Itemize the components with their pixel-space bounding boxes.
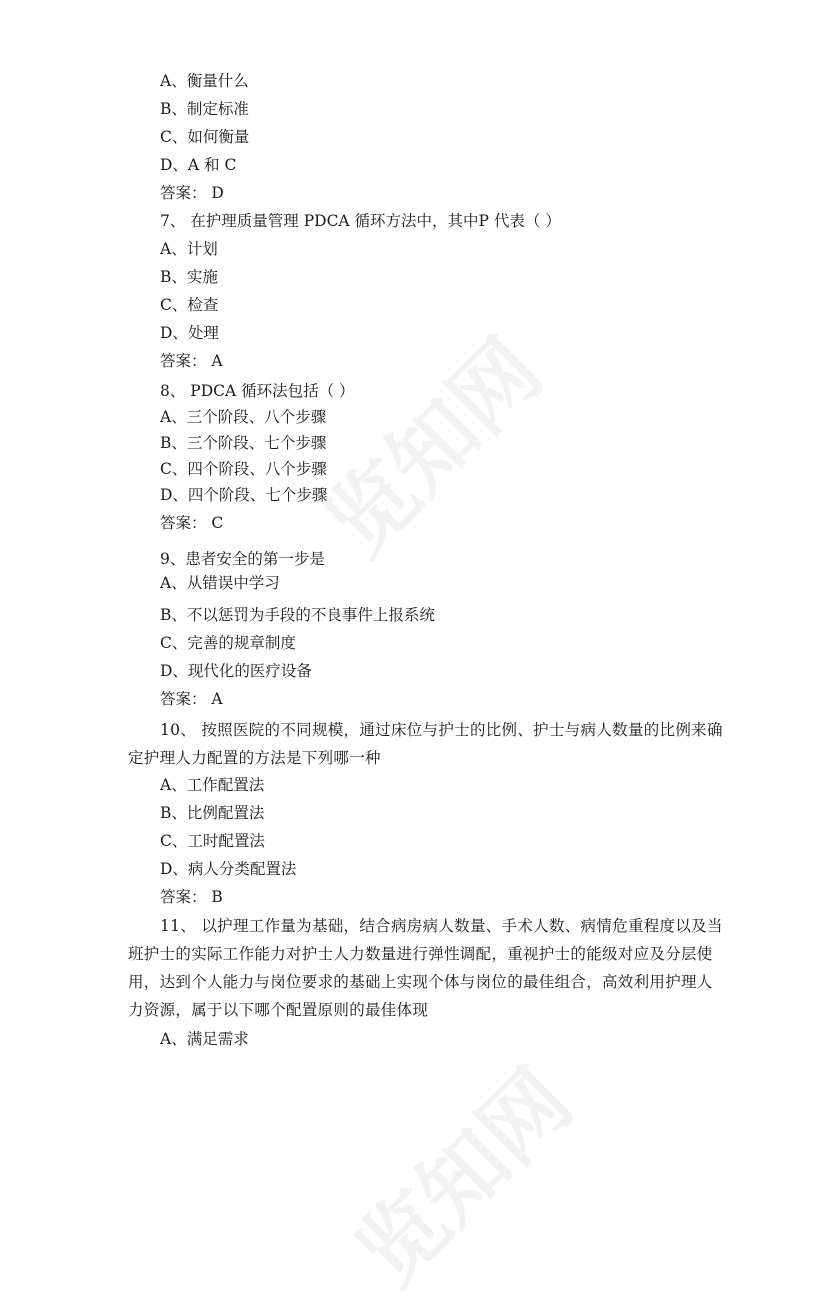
option-line: D、病人分类配置法: [160, 860, 297, 878]
watermark: 览知网: [308, 321, 562, 575]
answer-line: 答案： B: [160, 888, 223, 906]
option-line: A、满足需求: [160, 1030, 249, 1048]
answer-line: 答案： C: [160, 514, 224, 532]
answer-line: 答案： D: [160, 184, 224, 202]
option-line: A、从错误中学习: [160, 574, 280, 592]
option-line: D、四个阶段、七个步骤: [160, 486, 328, 504]
option-line: B、制定标准: [160, 100, 249, 118]
option-line: D、A 和 C: [160, 156, 237, 174]
option-line: D、现代化的医疗设备: [160, 662, 312, 680]
option-line: B、实施: [160, 268, 218, 286]
question-9: 9、患者安全的第一步是: [160, 550, 325, 568]
question-10: 10、 按照医院的不同规模，通过床位与护士的比例、护士与病人数量的比例来确定护理人力配置的方法是下列哪一种: [128, 721, 723, 767]
option-line: B、比例配置法: [160, 804, 265, 822]
answer-line: 答案： A: [160, 352, 223, 370]
option-line: B、不以惩罚为手段的不良事件上报系统: [160, 606, 435, 624]
option-line: B、三个阶段、七个步骤: [160, 434, 327, 452]
option-line: A、计划: [160, 240, 218, 258]
option-line: A、三个阶段、八个步骤: [160, 408, 327, 426]
question-11: 11、 以护理工作量为基础，结合病房病人数量、手术人数、病情危重程度以及当班护士的实际工作能力对护士人力数量进行弹性调配，重视护士的能级对应及分层使用，达到个人能力与岗位要求的基础上实现个体与岗位的最佳组合，高效利用护理人力资源，属于以下哪个配置原则的最佳体现: [128, 917, 723, 1019]
watermark-bottom: 览知网: [338, 1051, 592, 1305]
question-7: 7、 在护理质量管理 PDCA 循环方法中，其中P 代表（ ）: [160, 212, 561, 230]
question-8: 8、 PDCA 循环法包括（ ）: [160, 382, 355, 400]
option-line: C、如何衡量: [160, 128, 250, 146]
option-line: C、四个阶段、八个步骤: [160, 460, 327, 478]
option-line: A、工作配置法: [160, 776, 265, 794]
answer-line: 答案： A: [160, 690, 223, 708]
option-line: C、完善的规章制度: [160, 634, 296, 652]
option-line: A、衡量什么: [160, 72, 249, 90]
option-line: D、处理: [160, 324, 219, 342]
option-line: C、检查: [160, 296, 219, 314]
option-line: C、工时配置法: [160, 832, 265, 850]
